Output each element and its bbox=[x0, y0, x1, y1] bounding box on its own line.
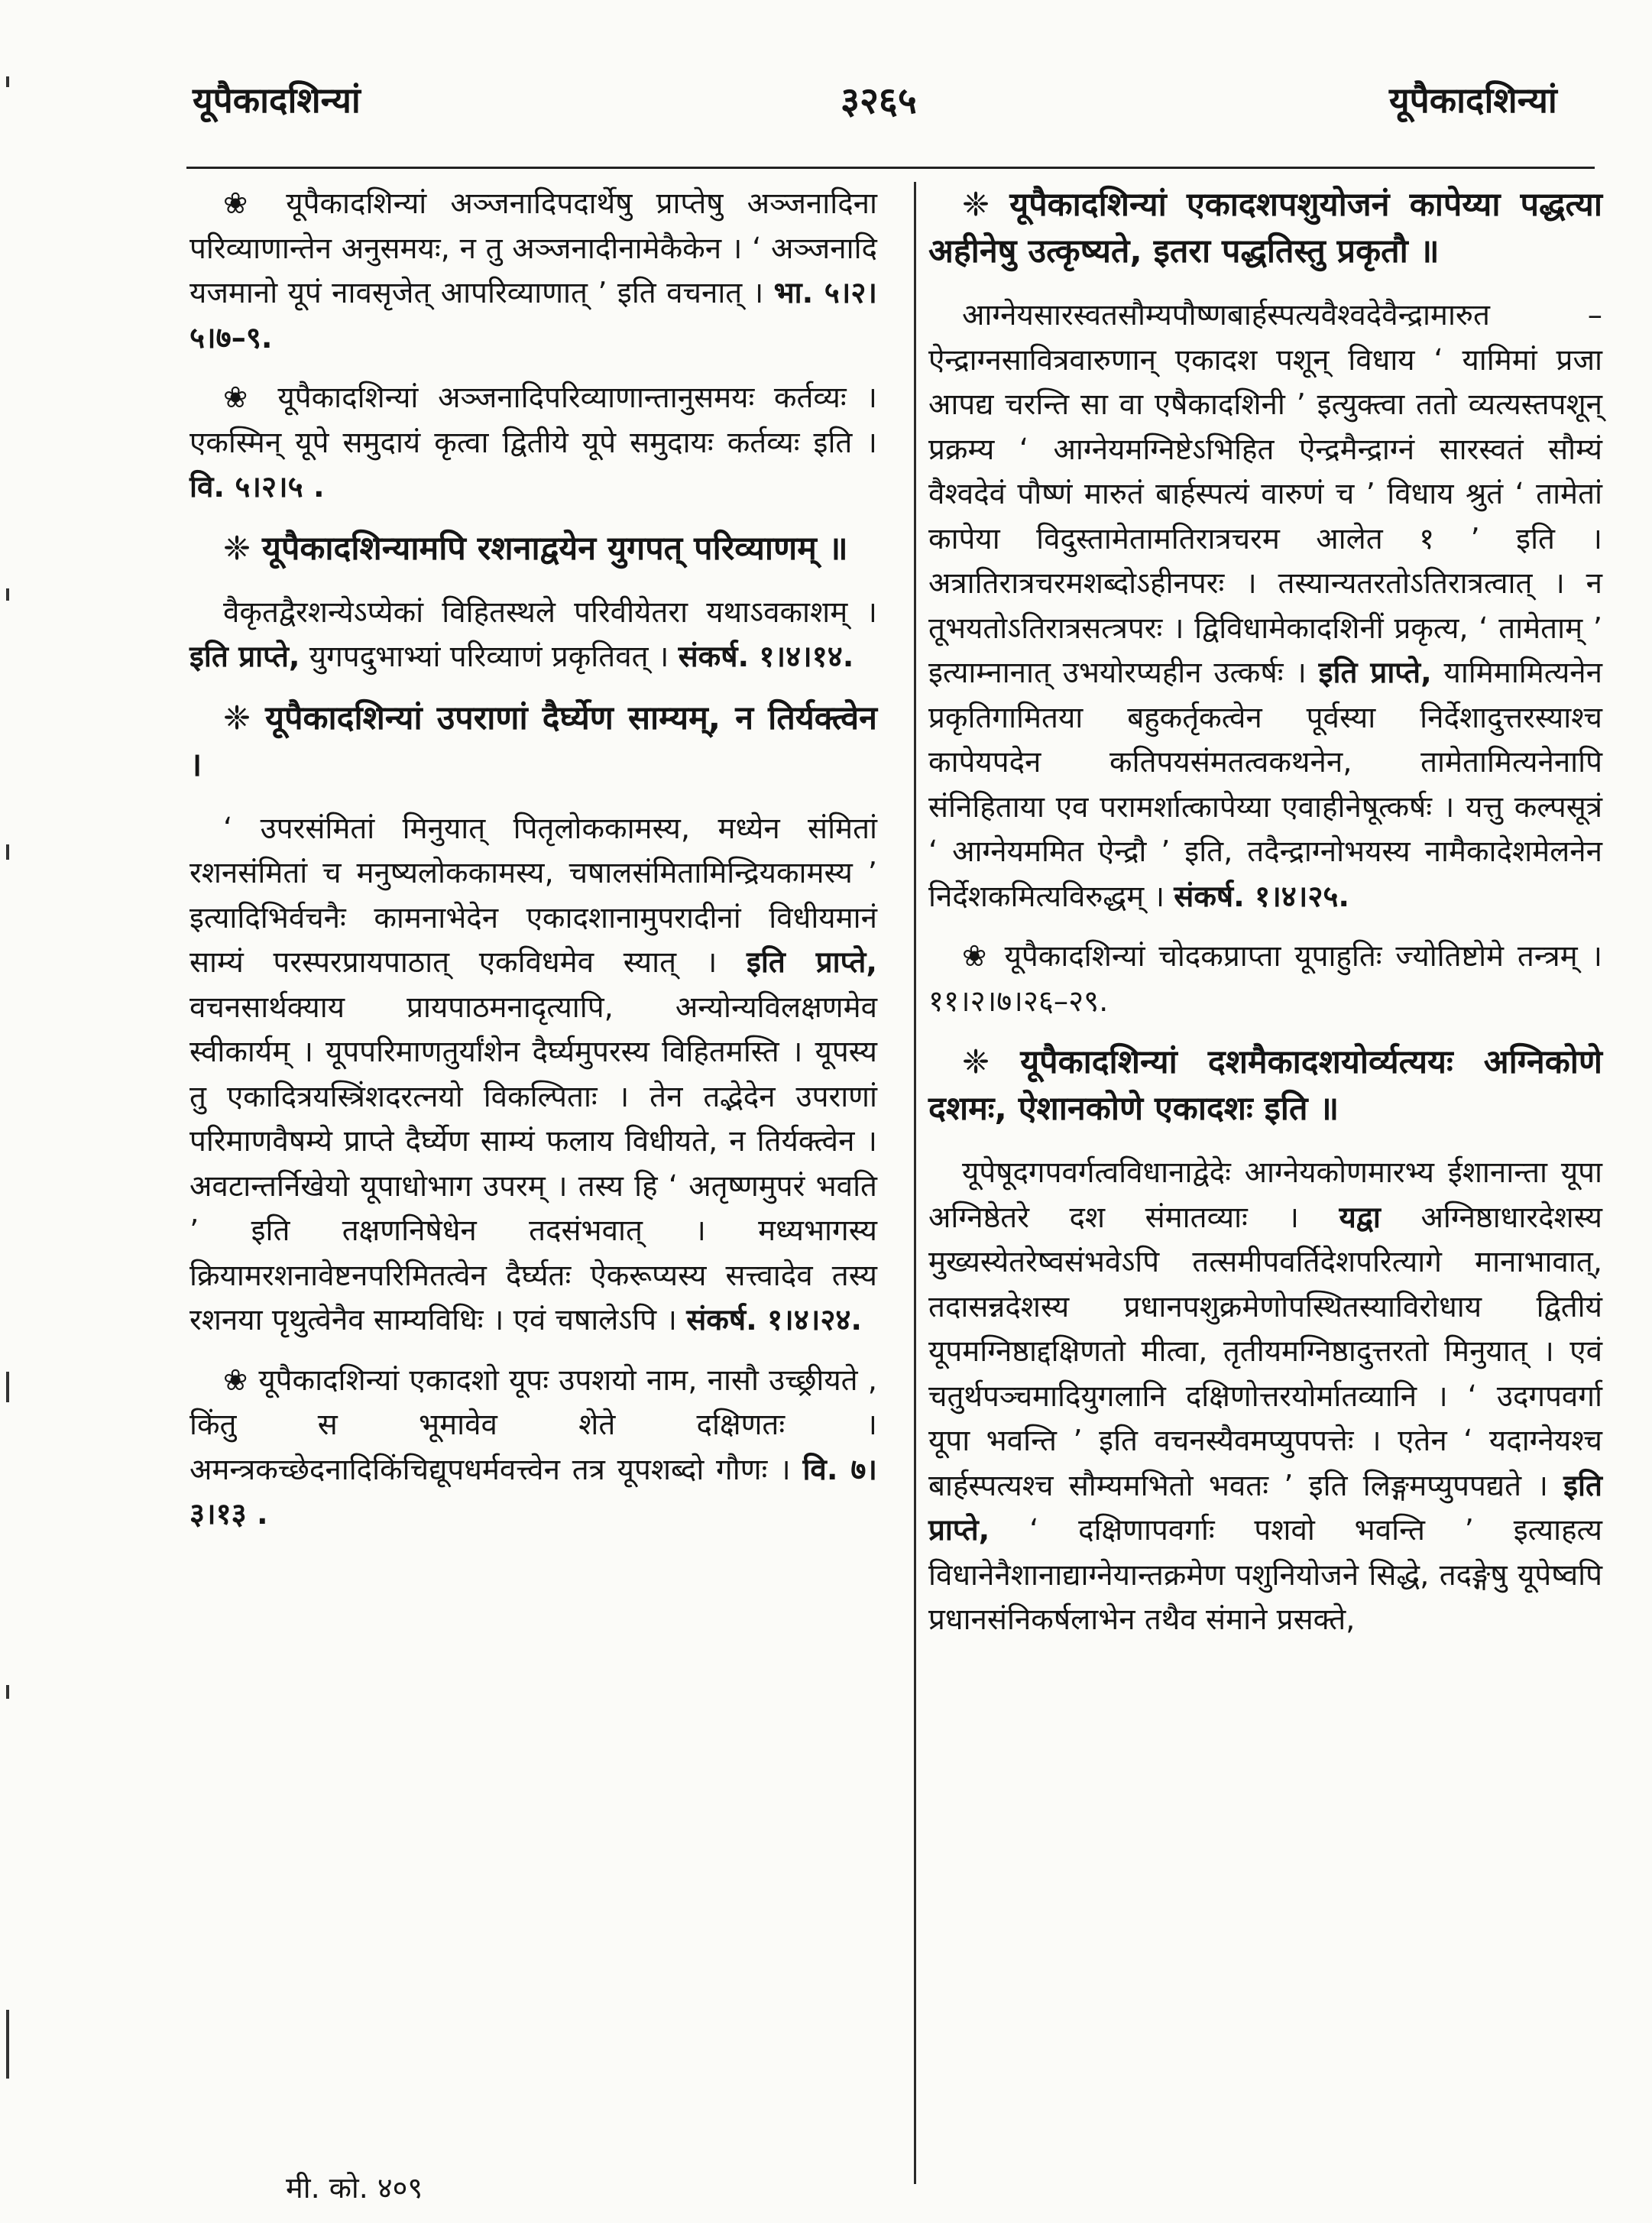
entry-text: ❀ यूपैकादशिन्यां चोदकप्राप्ता यूपाहुतिः ज्योतिष्टोमे तन्त्रम् । ११।२।७।२६–२९. bbox=[928, 939, 1602, 1019]
header-rule bbox=[186, 167, 1595, 169]
entry-text: आग्नेयसारस्वतसौम्यपौष्णबार्हस्पत्यवैश्वदेवैन्द्रामारुत – ऐन्द्राग्नसावित्रवारुणान् एकादश पशून् विधाय ‘ यामिमां प्रजा आपद्य चरन्ति सा वा एषैकादशिनी ’ इत्युक्त्वा ततो व्यत्यस्तपशून् प्रक्रम्य ‘ आग्नेयमग्निष्टेऽभिहित ऐन्द्रमैन्द्राग्नं सारस्वतं सौम्यं वैश्वदेवं पौष्णं मारुतं बार्हस्पत्यं वारुणं च ’ विधाय श्रुतं ‘ तामेतां कापेया विदुस्तामेतामतिरात्रचरम आलेत १ ’ इति । अत्रातिरात्रचरमशब्दोऽहीनपरः । तस्यान्यतरतोऽतिरात्रत्वात् । न तूभयतोऽतिरात्रसत्त्रपरः । द्विविधामेकादशिनीं प्रकृत्य, ‘ तामेताम् ’ इत्याम्नानात् उभयोरप्यहीन उत्कर्षः । bbox=[928, 298, 1602, 690]
emphasis-text: इति प्राप्ते, bbox=[1318, 656, 1432, 690]
heading-text: यूपैकादशिन्यां एकादशपशुयोजनं कापेय्या पद्धत्या अहीनेषु उत्कृष्यते, इतरा पद्धतिस्तु प्रकृतौ ॥ bbox=[928, 186, 1602, 271]
citation: संकर्ष. १।४।२५. bbox=[1174, 879, 1350, 914]
entry-text: युगपदुभाभ्यां परिव्याणं प्रकृतिवत् । bbox=[309, 640, 669, 674]
emphasis-text: इति प्राप्ते, bbox=[189, 640, 300, 674]
entry-text: ‘ उपरसंमितां मिनुयात् पितृलोककामस्य, मध्येन संमितां रशनसंमितां च मनुष्यलोककामस्य, चषालसंमितामिन्द्रियकामस्य ’ इत्यादिभिर्वचनैः कामनाभेदेन एकादशानामुपरादीनां विधीयमानं साम्यं परस्परप्रायपाठात् एकविधमेव स्यात् । bbox=[189, 811, 877, 980]
scan-edge-mark bbox=[6, 844, 9, 860]
entry-paragraph bbox=[928, 935, 1602, 1024]
entry-text: ❀ यूपैकादशिन्यां अञ्जनादिपदार्थेषु प्राप्तेषु अञ्जनादिना परिव्याणान्तेन अनुसमयः, न तु अञ्जनादीनामेकैकेन । ‘ अञ्जनादि यजमानो यूपं नावसृजेत् आपरिव्याणात् ’ इति वचनात् । bbox=[189, 186, 877, 310]
section-heading bbox=[189, 526, 877, 572]
entry-paragraph bbox=[189, 1359, 877, 1538]
footer-signature: मी. को. ४०९ bbox=[286, 2171, 423, 2205]
heading-text: यूपैकादशिन्यां दशमैकादशयोर्व्यत्ययः अग्निकोणे दशमः, ऐशानकोणे एकादशः इति ॥ bbox=[928, 1043, 1602, 1128]
scan-edge-mark bbox=[6, 1372, 9, 1402]
entry-text: वैकृतद्वैरशन्येऽप्येकां विहितस्थले परिवीयेतरा यथाऽवकाशम् । bbox=[223, 595, 877, 630]
entry-text: अग्निष्ठाधारदेशस्य मुख्यस्येतरेष्वसंभवेऽपि तत्समीपवर्तिदेशपरित्यागे मानाभावात्, तदासन्नदेशस्य प्रधानपशुक्रमेणोपस्थितस्याविरोधाय द्वितीयं यूपमग्निष्ठाद्दक्षिणतो मीत्वा, तृतीयमग्निष्ठादुत्तरतो मिनुयात् । एवं चतुर्थपञ्चमादियुगलानि दक्षिणोत्तरयोर्मातव्यानि । ‘ उदगपवर्गा यूपा भवन्ति ’ इति वचनस्यैवमप्युपपत्तेः । एतेन ‘ यदाग्नेयश्च बार्हस्पत्यश्च सौम्यमभितो भवतः ’ इति लिङ्गमप्युपपद्यते । bbox=[928, 1200, 1602, 1503]
entry-text: ‘ दक्षिणापवर्गाः पशवो भवन्ति ’ इत्याहत्य विधानेनैशानाद्याग्नेयान्तक्रमेण पशुनियोजने सिद्धे, तदङ्गेषु यूपेष्वपि प्रधानसंनिकर्षलाभेन तथैव संमाने प्रसक्ते, bbox=[928, 1513, 1603, 1637]
entry-paragraph bbox=[189, 376, 877, 510]
citation: संकर्ष. १।४।१४. bbox=[678, 640, 854, 674]
right-column bbox=[914, 182, 1602, 2184]
heading-ornament-icon: ❈ bbox=[223, 529, 251, 568]
emphasis-text: इति प्राप्ते, bbox=[747, 945, 877, 980]
emphasis-text: इति प्राप्ते, bbox=[928, 1468, 1602, 1547]
heading-ornament-icon: ❈ bbox=[962, 186, 990, 224]
entry-text: ❀ यूपैकादशिन्यां अञ्जनादिपरिव्याणान्तानुसमयः कर्तव्यः । एकस्मिन् यूपे समुदायं कृत्वा द्वितीये यूपे समुदायः कर्तव्यः इति । bbox=[189, 381, 877, 460]
heading-text: यूपैकादशिन्यां उपराणां दैर्घ्येण साम्यम्, न तिर्यक्त्वेन । bbox=[189, 698, 877, 784]
entry-text: यूपेषूदगपवर्गत्वविधानाद्वेदेः आग्नेयकोणमारभ्य ईशानान्ता यूपा अग्निष्ठेतरे दश संमातव्याः । bbox=[928, 1155, 1602, 1235]
heading-text: यूपैकादशिन्यामपि रशनाद्वयेन युगपत् परिव्याणम् ॥ bbox=[262, 529, 848, 568]
scan-edge-mark bbox=[6, 1685, 9, 1699]
entry-paragraph bbox=[189, 182, 877, 361]
section-heading bbox=[928, 182, 1602, 275]
entry-paragraph bbox=[189, 591, 877, 680]
entry-text: वचनसार्थक्याय प्रायपाठमनादृत्यापि, अन्योन्यविलक्षणमेव स्वीकार्यम् । यूपपरिमाणतुर्यांशेन दैर्घ्यमुपरस्य विहितमस्ति । यूपस्य तु एकादित्रयस्त्रिंशदरत्नयो विकल्पिताः । तेन तद्भेदेन उपराणां परिमाणवैषम्ये प्राप्ते दैर्घ्येण साम्यं फलाय विधीयते, न तिर्यक्त्वेन । अवटान्तर्निखेयो यूपाधोभाग उपरम् । तस्य हि ‘ अतृष्णमुपरं भवति ’ इति तक्षणनिषेधेन तदसंभवात् । मध्यभागस्य क्रियामरशनावेष्टनपरिमितत्वेन दैर्घ्यतः ऐकरूप्यस्य सत्त्वादेव तस्य रशनया पृथुत्वेनैव साम्यविधिः । एवं चषालेऽपि । bbox=[189, 990, 877, 1337]
entry-text: ❀ यूपैकादशिन्यां एकादशो यूपः उपशयो नाम, नासौ उच्छ्रीयते , किंतु स भूमावेव शेते दक्षिणतः । अमन्त्रकच्छेदनादिकिंचिद्यूपधर्मवत्त्वेन तत्र यूपशब्दो गौणः । bbox=[189, 1363, 877, 1487]
entry-paragraph bbox=[928, 293, 1602, 919]
section-heading bbox=[928, 1039, 1602, 1133]
running-header-right: यूपैकादशिन्यां bbox=[1389, 79, 1557, 121]
entry-text: यामिमामित्यनेन प्रकृतिगामितया बहुकर्तृकत्वेन पूर्वस्या निर्देशादुत्तरस्याश्च कापेयपदेन कतिपयसंमतत्वकथनेन, तामेतामित्यनेनापि संनिहिताया एव परामर्शात्कापेय्या एवाहीनेषूत्कर्षः । यत्तु कल्पसूत्रं ‘ आग्नेयममित ऐन्द्रौ ’ इति, तदैन्द्राग्नोभयस्य नामैकादेशमेलनेन निर्देशकमित्यविरुद्धम् । bbox=[928, 656, 1603, 914]
scan-edge-mark bbox=[6, 588, 9, 601]
section-heading bbox=[189, 695, 877, 789]
entry-paragraph bbox=[928, 1151, 1602, 1643]
scan-edge-mark bbox=[6, 76, 9, 87]
citation: वि. ७।३।१३ . bbox=[189, 1452, 877, 1531]
running-header-left: यूपैकादशिन्यां bbox=[193, 79, 361, 121]
scan-edge-mark bbox=[6, 2010, 9, 2079]
citation: वि. ५।२।५ . bbox=[189, 470, 325, 504]
entry-paragraph bbox=[189, 807, 877, 1343]
page-number: ३२६५ bbox=[841, 79, 917, 122]
emphasis-text: यद्वा bbox=[1339, 1200, 1381, 1235]
heading-ornament-icon: ❈ bbox=[223, 698, 251, 737]
heading-ornament-icon: ❈ bbox=[962, 1043, 990, 1081]
citation: भा. ५।२।५।७–९. bbox=[189, 276, 877, 355]
citation: संकर्ष. १।४।२४. bbox=[686, 1303, 863, 1337]
left-column bbox=[189, 182, 877, 1553]
